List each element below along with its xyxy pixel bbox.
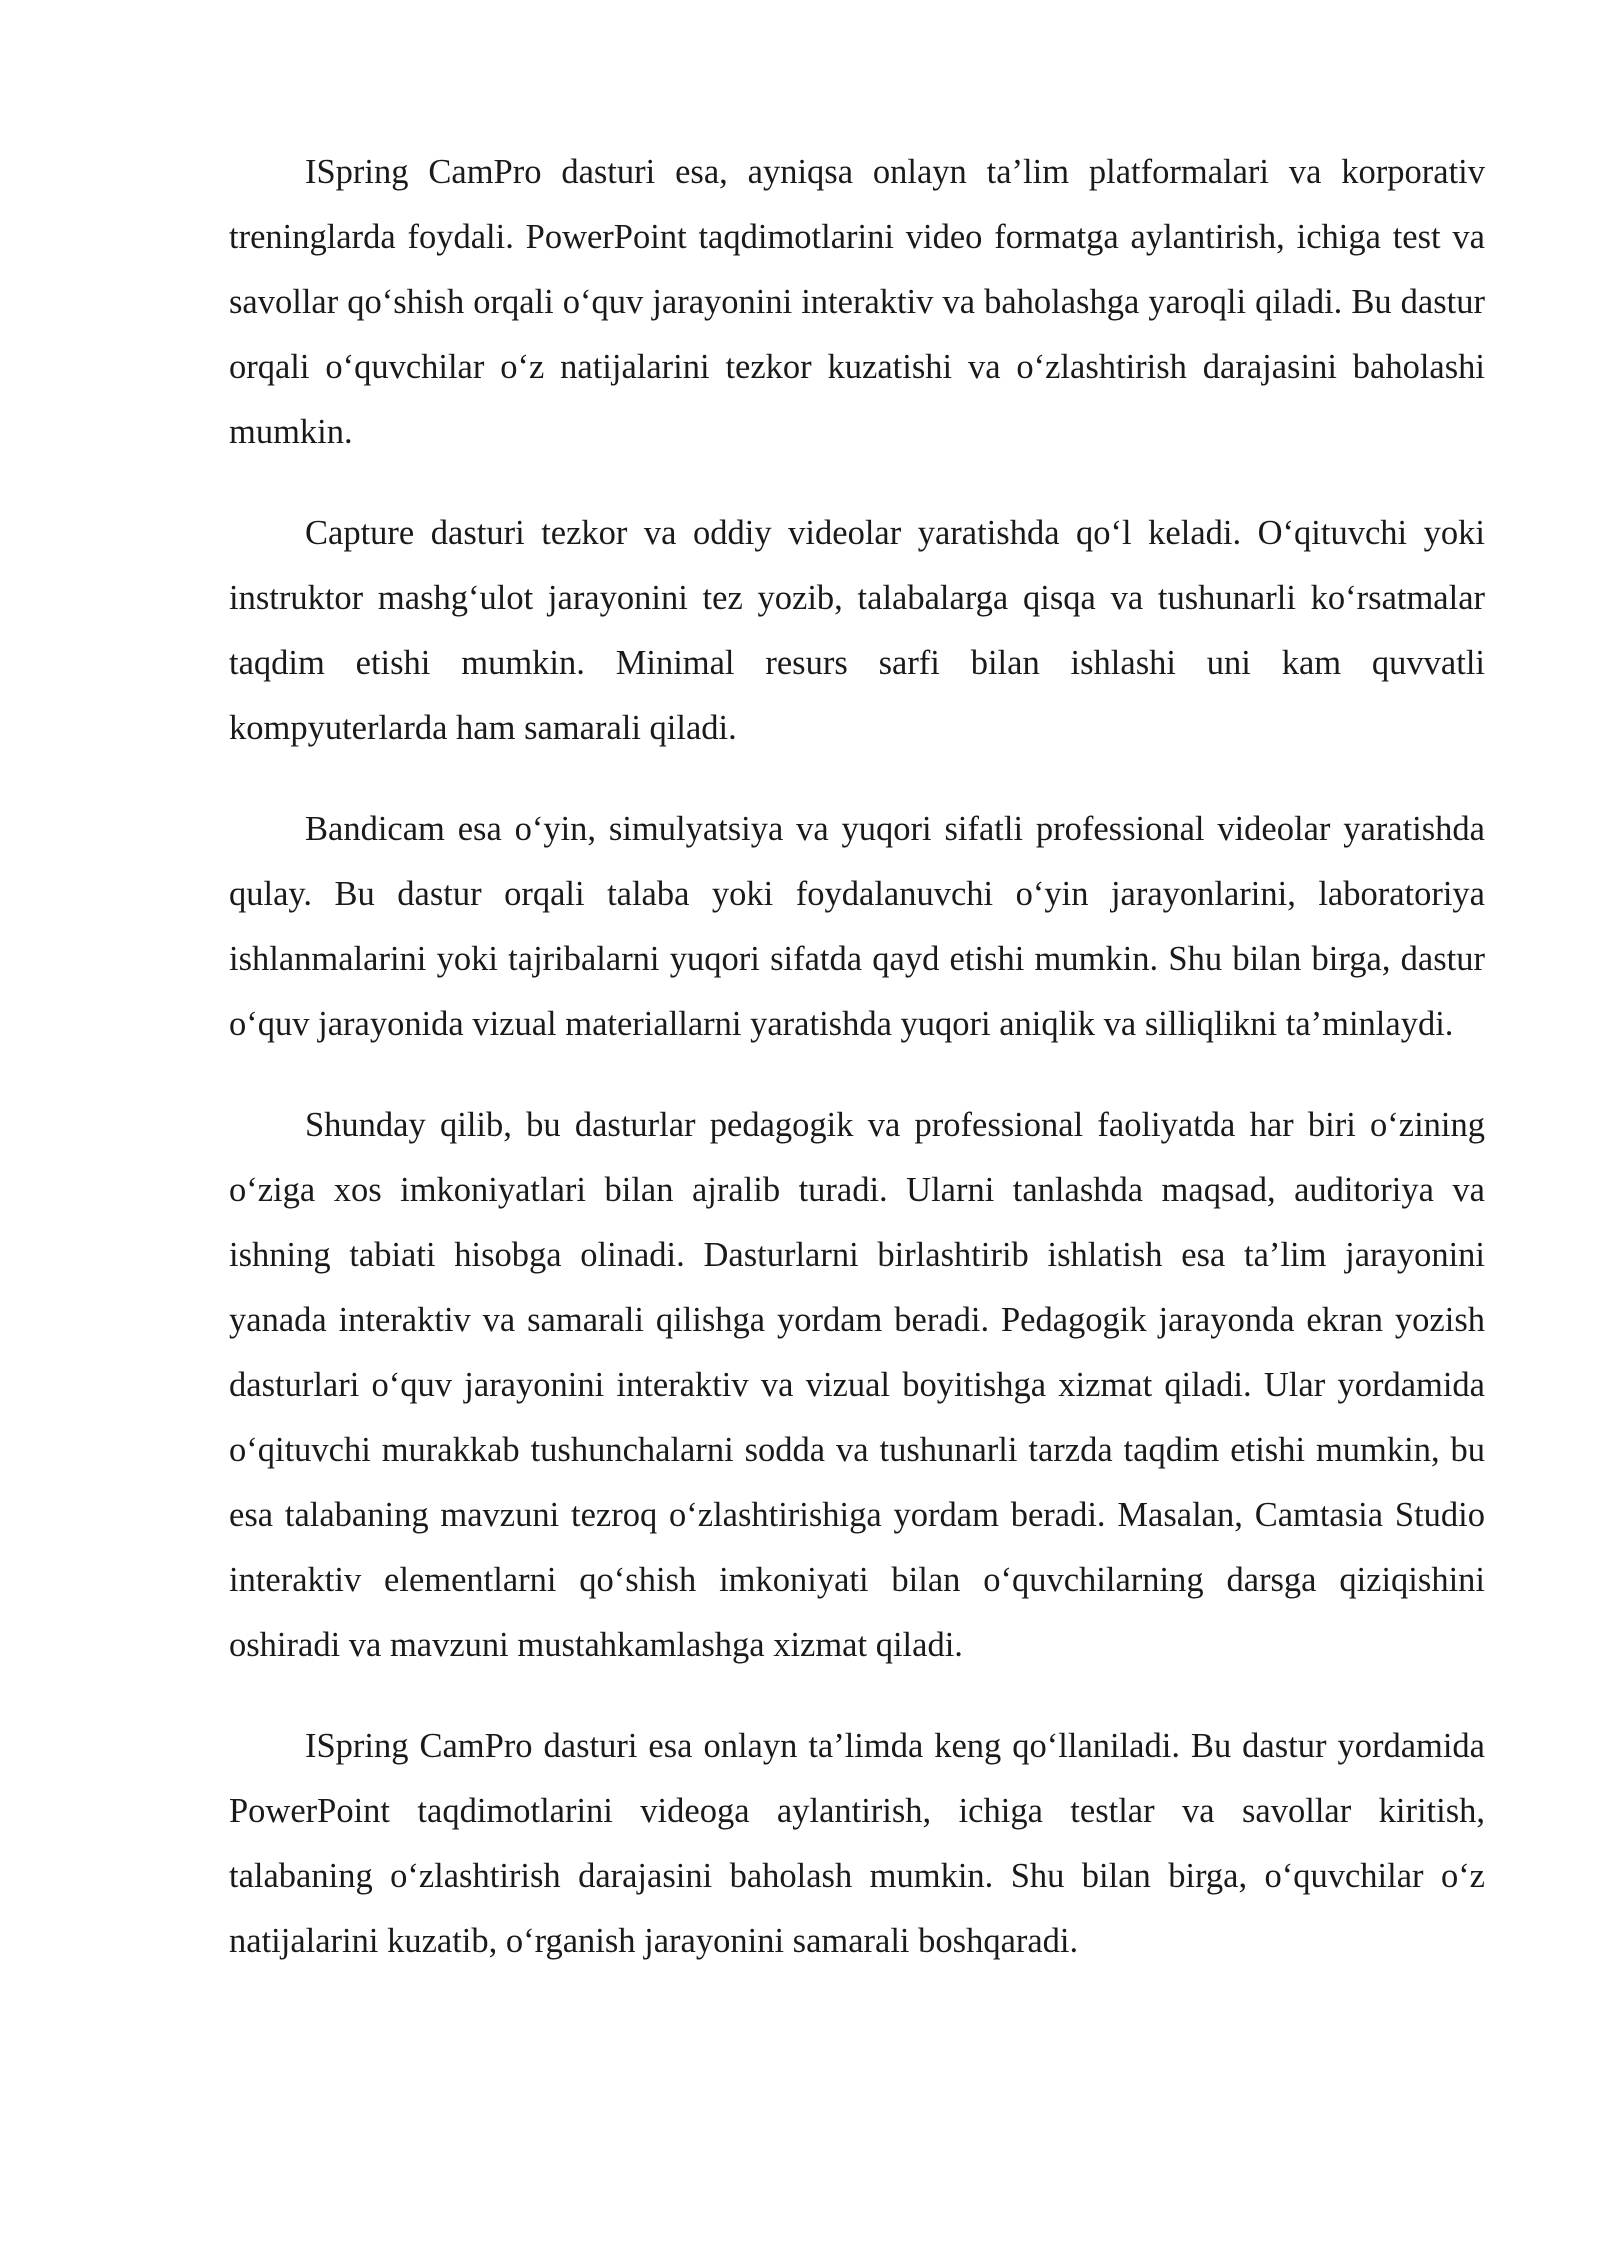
paragraph-capture: Capture dasturi tezkor va oddiy videolar yaratishda qo‘l keladi. O‘qituvchi yoki instruktor mashg‘ulot jarayonini tez yozib, talabalarga qisqa va tushunarli ko‘rsatmalar taqdim etishi mumkin. Minimal resurs sarfi bilan ishlashi uni kam quvvatli kompyuterlarda ham samarali qiladi. bbox=[229, 514, 1485, 747]
paragraph-summary: Shunday qilib, bu dasturlar pedagogik va professional faoliyatda har biri o‘zining o‘ziga xos imkoniyatlari bilan ajralib turadi. Ularni tanlashda maqsad, auditoriya va ishning tabiati hisobga olinadi. Dasturlarni birlashtirib ishlatish esa ta’lim jarayonini yanada interaktiv va samarali qilishga yordam beradi. Pedagogik jarayonda ekran yozish dasturlari o‘quv jarayonini interaktiv va vizual boyitishga xizmat qiladi. Ular yordamida o‘qituvchi murakkab tushunchalarni sodda va tushunarli tarzda taqdim etishi mumkin, bu esa talabaning mavzuni tezroq o‘zlashtirishiga yordam beradi. Masalan, Camtasia Studio interaktiv elementlarni qo‘shish imkoniyati bilan o‘quvchilarning darsga qiziqishini oshiradi va mavzuni mustahkamlashga xizmat qiladi. bbox=[229, 1106, 1485, 1664]
paragraph-ispring-campro-intro: ISpring CamPro dasturi esa, ayniqsa onlayn ta’lim platformalari va korporativ treninglarda foydali. PowerPoint taqdimotlarini video formatga aylantirish, ichiga test va savollar qo‘shish orqali o‘quv jarayonini interaktiv va baholashga yaroqli qiladi. Bu dastur orqali o‘quvchilar o‘z natijalarini tezkor kuzatishi va o‘zlashtirish darajasini baholashi mumkin. bbox=[229, 153, 1485, 451]
paragraph-ispring-campro-online: ISpring CamPro dasturi esa onlayn ta’limda keng qo‘llaniladi. Bu dastur yordamida PowerPoint taqdimotlarini videoga aylantirish, ichiga testlar va savollar kiritish, talabaning o‘zlashtirish darajasini baholash mumkin. Shu bilan birga, o‘quvchilar o‘z natijalarini kuzatib, o‘rganish jarayonini samarali boshqaradi. bbox=[229, 1727, 1485, 1960]
paragraph-bandicam: Bandicam esa o‘yin, simulyatsiya va yuqori sifatli professional videolar yaratishda qulay. Bu dastur orqali talaba yoki foydalanuvchi o‘yin jarayonlarini, laboratoriya ishlanmalarini yoki tajribalarni yuqori sifatda qayd etishi mumkin. Shu bilan birga, dastur o‘quv jarayonida vizual materiallarni yaratishda yuqori aniqlik va silliqlikni ta’minlaydi. bbox=[229, 810, 1485, 1043]
document-body bbox=[229, 140, 1485, 2010]
